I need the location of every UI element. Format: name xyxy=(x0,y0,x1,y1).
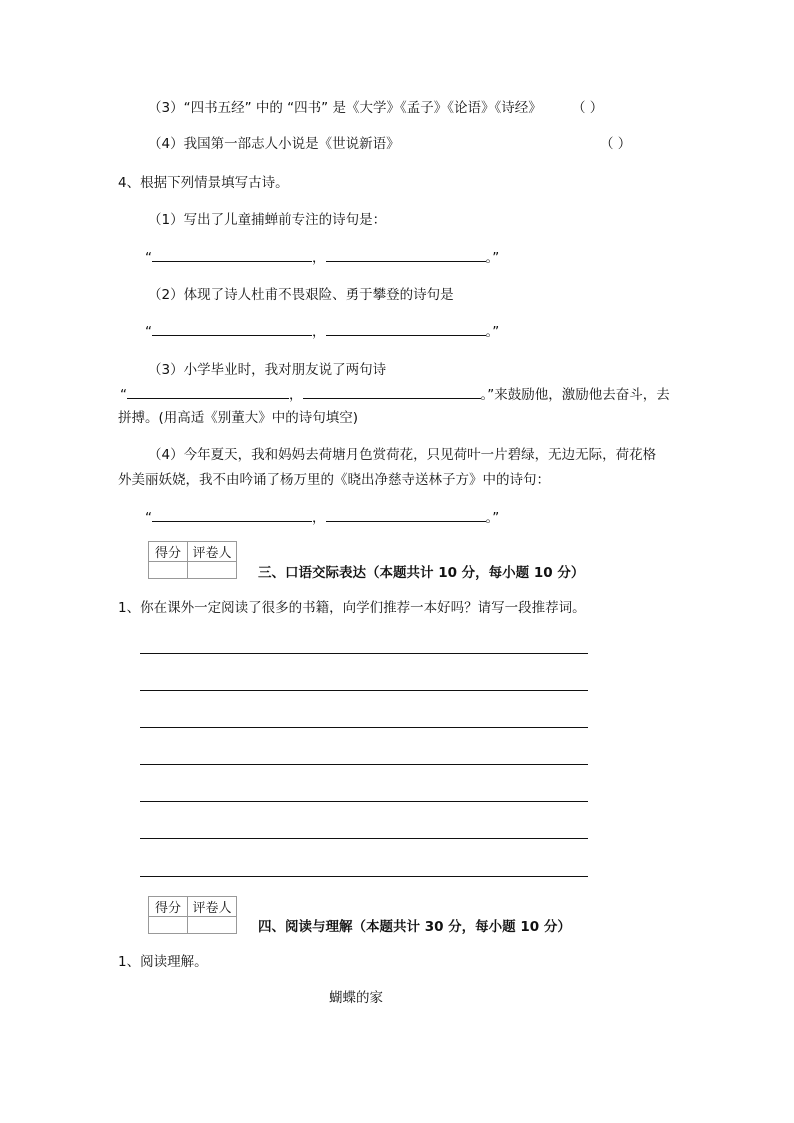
poem-3-tail: 来鼓励他，激励他去奋斗，去 xyxy=(494,387,670,403)
poem-3-blank-a[interactable] xyxy=(127,384,289,399)
close-quote: 。” xyxy=(485,324,500,340)
question-3-answer-paren[interactable]: （ ） xyxy=(572,100,604,116)
answer-line[interactable] xyxy=(140,690,588,691)
close-quote: 。” xyxy=(485,250,500,266)
open-quote: “ xyxy=(120,387,127,403)
comma: ， xyxy=(312,250,326,266)
score-table xyxy=(148,541,237,579)
poem-4-answer xyxy=(145,507,499,528)
question-3-text: （3）“四书五经” 中的 “四书” 是《大学》《孟子》《论语》《诗经》 xyxy=(148,100,542,116)
section-4-title: 四、阅读与理解（本题共计 30 分，每小题 10 分） xyxy=(258,919,571,935)
answer-line[interactable] xyxy=(140,764,588,765)
poem-3-line2: 拼搏。(用高适《别董大》中的诗句填空) xyxy=(118,410,359,426)
poem-1-answer xyxy=(145,247,499,268)
answer-line[interactable] xyxy=(140,727,588,728)
comma: ， xyxy=(289,387,303,403)
close-quote: 。” xyxy=(480,387,495,403)
grader-header: 评卷人 xyxy=(188,542,237,562)
open-quote: “ xyxy=(145,250,152,266)
close-quote: 。” xyxy=(485,510,500,526)
passage-title: 蝴蝶的家 xyxy=(329,990,383,1006)
open-quote: “ xyxy=(145,510,152,526)
score-cell[interactable] xyxy=(149,562,188,579)
grader-cell[interactable] xyxy=(188,562,237,579)
poem-2-answer xyxy=(145,321,499,342)
poem-1-blank-b[interactable] xyxy=(326,247,486,262)
comma: ， xyxy=(312,510,326,526)
score-cell[interactable] xyxy=(149,917,188,934)
poem-2-blank-b[interactable] xyxy=(326,321,486,336)
poem-4-line1: （4）今年夏天，我和妈妈去荷塘月色赏荷花，只见荷叶一片碧绿，无边无际，荷花格 xyxy=(148,447,657,463)
poem-2-blank-a[interactable] xyxy=(152,321,312,336)
answer-line[interactable] xyxy=(140,801,588,802)
score-table xyxy=(148,896,237,934)
poem-4-blank-b[interactable] xyxy=(326,507,486,522)
poem-1-prompt: （1）写出了儿童捕蝉前专注的诗句是： xyxy=(148,212,387,228)
grader-header: 评卷人 xyxy=(188,897,237,917)
grader-cell[interactable] xyxy=(188,917,237,934)
answer-line[interactable] xyxy=(140,653,588,654)
comma: ， xyxy=(312,324,326,340)
open-quote: “ xyxy=(145,324,152,340)
poem-heading: 4、根据下列情景填写古诗。 xyxy=(118,175,289,191)
question-4-text: （4）我国第一部志人小说是《世说新语》 xyxy=(148,136,400,152)
poem-3-prompt: （3）小学毕业时，我对朋友说了两句诗 xyxy=(148,362,387,378)
section-3-question-1: 1、你在课外一定阅读了很多的书籍，向学们推荐一本好吗？请写一段推荐词。 xyxy=(118,600,586,616)
poem-4-blank-a[interactable] xyxy=(152,507,312,522)
section-4-question-1: 1、阅读理解。 xyxy=(118,954,208,970)
poem-2-prompt: （2）体现了诗人杜甫不畏艰险、勇于攀登的诗句是 xyxy=(148,287,454,303)
score-header: 得分 xyxy=(149,897,188,917)
score-header: 得分 xyxy=(149,542,188,562)
poem-3-answer xyxy=(120,384,670,405)
section-3-title: 三、口语交际表达（本题共计 10 分，每小题 10 分） xyxy=(258,565,585,581)
poem-4-line2: 外美丽妖娆，我不由吟诵了杨万里的《晓出净慈寺送林子方》中的诗句： xyxy=(118,472,550,488)
poem-1-blank-a[interactable] xyxy=(152,247,312,262)
question-4-answer-paren[interactable]: （ ） xyxy=(600,136,632,152)
answer-line[interactable] xyxy=(140,876,588,877)
answer-line[interactable] xyxy=(140,838,588,839)
poem-3-blank-b[interactable] xyxy=(303,384,481,399)
